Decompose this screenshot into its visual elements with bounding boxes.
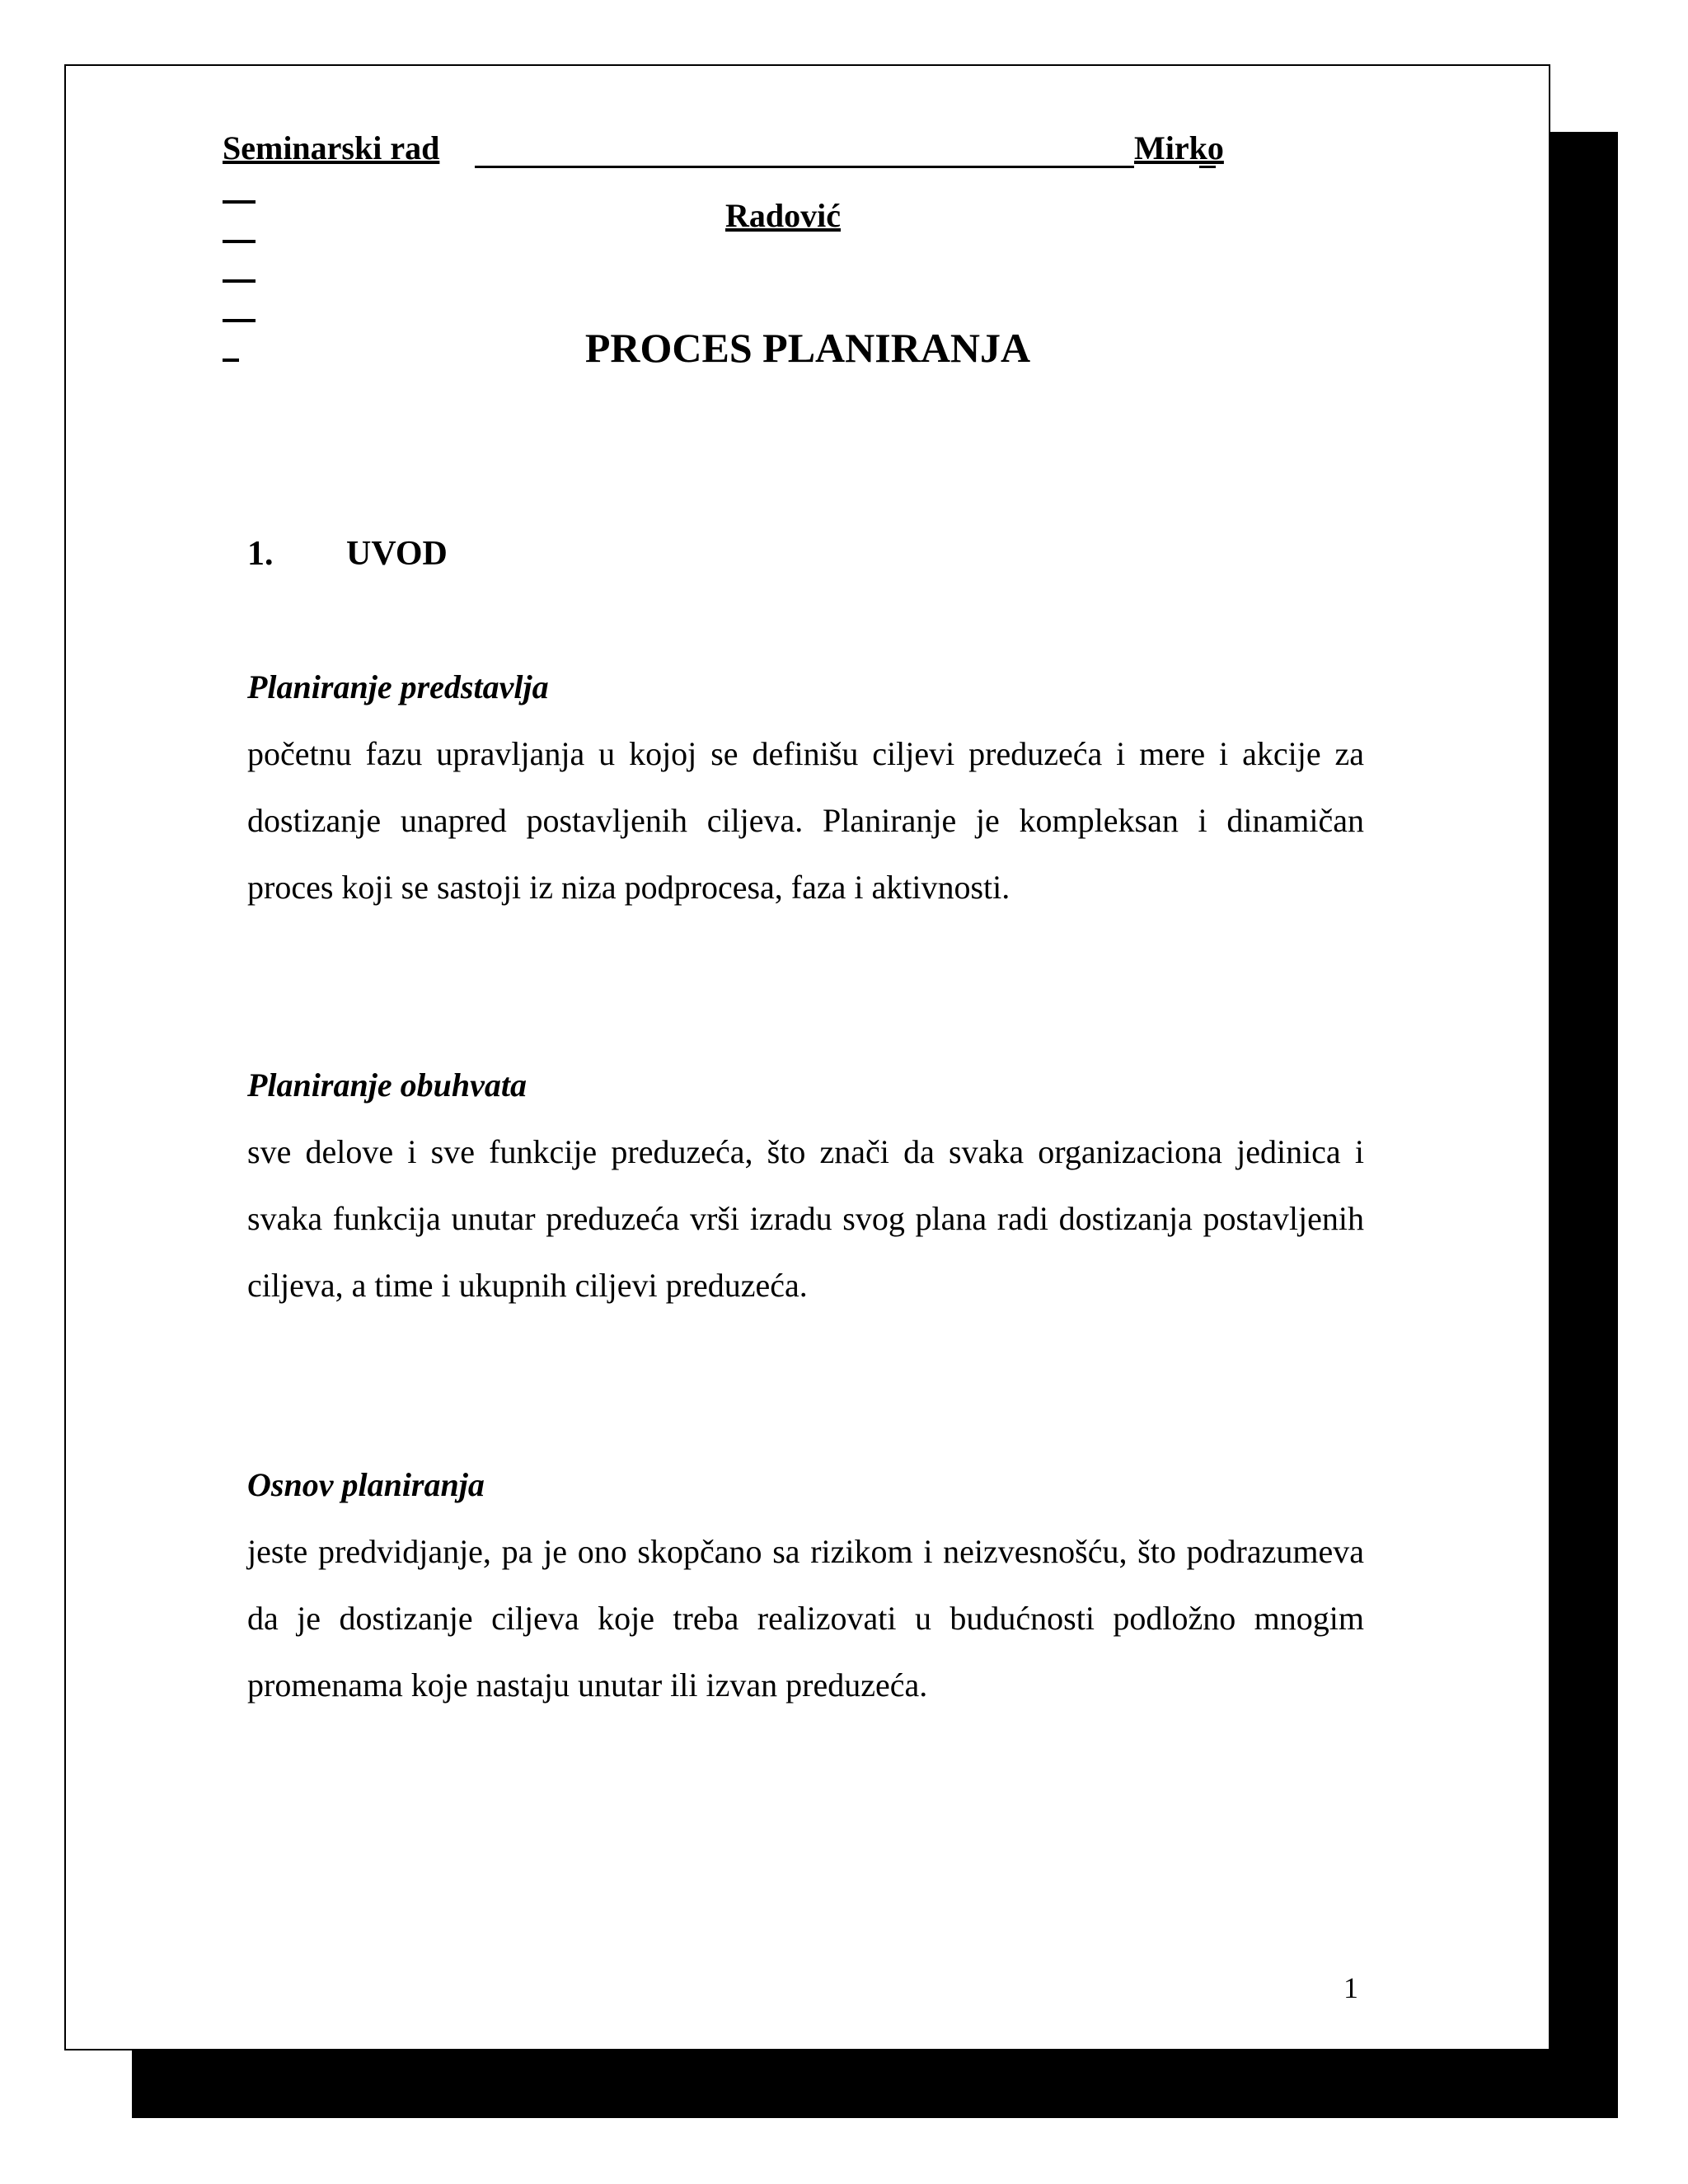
document-title: PROCES PLANIRANJA xyxy=(584,325,1031,371)
page-header xyxy=(223,64,1343,234)
header-right-text: Mirko xyxy=(1134,129,1224,166)
page-number: 1 xyxy=(1343,1971,1358,2004)
section-title: UVOD xyxy=(346,535,448,573)
paragraph-text: početnu fazu upravljanja u kojoj se definišu ciljevi preduzeća i mere i akcije za dostizanje unapred postavljenih ciljeva. Planiranje je kompleksan i dinamičan proces koji se sastoji iz niza podprocesa, faza i aktivnosti. xyxy=(247,735,1364,906)
paragraph-title: Planiranje predstavlja xyxy=(247,668,549,705)
header-author-surname: Radović xyxy=(725,197,841,234)
paragraph-text: sve delove i sve funkcije preduzeća, što znači da svaka organizaciona jedinica i svaka funkcija unutar preduzeća vrši izradu svog plana radi dostizanja postavljenih ciljeva, a time i ukupnih ciljevi preduzeća. xyxy=(247,1133,1364,1304)
paragraph-title: Osnov planiranja xyxy=(247,1466,485,1503)
paragraph-block-3 xyxy=(247,1452,1364,1718)
header-left-text: Seminarski rad xyxy=(223,129,440,166)
section-heading xyxy=(247,532,448,575)
paragraph-block-2 xyxy=(247,1052,1364,1319)
header-underline-fill xyxy=(475,129,1134,168)
paragraph-title: Planiranje obuhvata xyxy=(247,1066,527,1104)
header-second-line xyxy=(223,196,1343,236)
paragraph-text: jeste predvidjanje, pa je ono skopčano sa rizikom i neizvesnošću, što podrazumeva da je dostizanje ciljeva koje treba realizovati u budućnosti podložno mnogim promenama koje nastaju unutar ili izvan preduzeća. xyxy=(247,1533,1364,1704)
paragraph-block-1 xyxy=(247,654,1364,921)
header-underline-trail xyxy=(1199,129,1216,168)
section-number: 1. xyxy=(247,535,274,573)
